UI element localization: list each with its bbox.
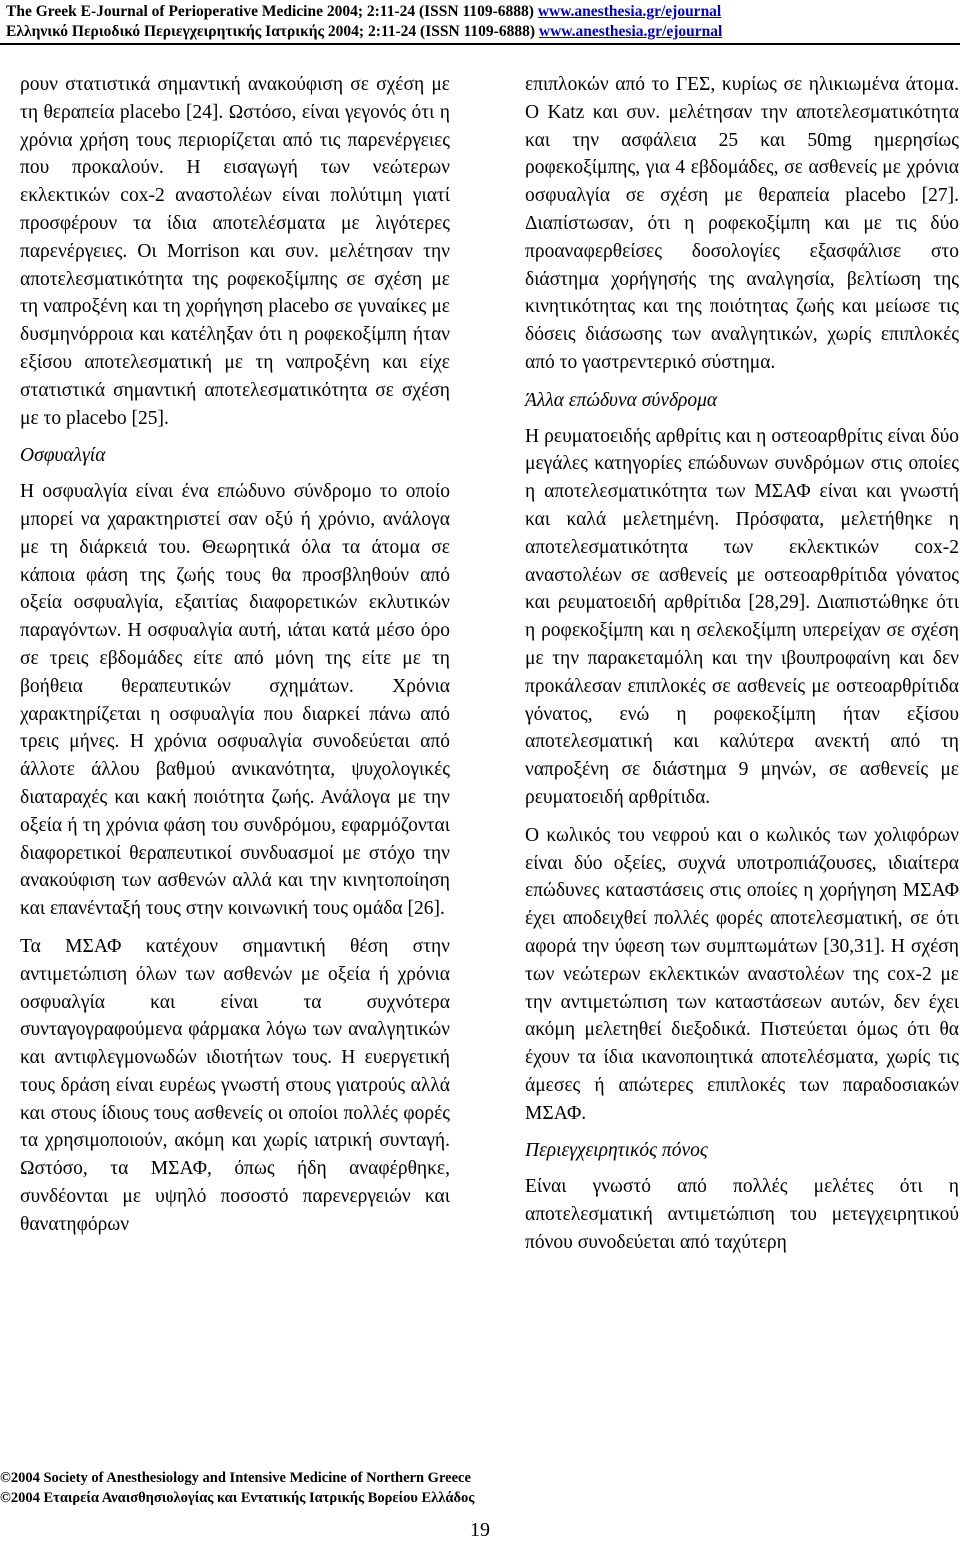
journal-header: [6, 2, 956, 42]
body-paragraph: Είναι γνωστό από πολλές μελέτες ότι η αποτελεσματική αντιμετώπιση του μετεγχειρητικού πόνου συνοδεύεται από ταχύτερη: [525, 1176, 959, 1253]
header-line-english: [6, 2, 956, 22]
header-link-greek[interactable]: www.anesthesia.gr/ejournal: [538, 23, 723, 40]
section-heading-other-syndromes: Άλλα επώδυνα σύνδρομα: [525, 389, 718, 411]
section-heading-perioperative-pain: Περιεγχειρητικός πόνος: [525, 1140, 708, 1162]
right-column: [525, 71, 959, 1267]
body-paragraph: επιπλοκών από το ΓΕΣ, κυρίως σε ηλικιωμένα άτομα. Ο Katz και συν. μελέτησαν την αποτελεσματικότητα και την ασφάλεια 25 και 50mg ημερησίως ροφεκοξίμπης, για 4 εβδομάδες, σε ασθενείς με χρόνια οσφυαλγία σε σχέση με θεραπεία placebo [27]. Διαπίστωσαν, ότι η ροφεκοξίμπη και με τις δύο προαναφερθείσες δοσολογίες εξασφάλισε στο διάστημα χορήγησής της αναλγησία, βελτίωση της κινητικότητας και της ποιότητας ζωής και μείωσε τις δόσεις διάσωσης των αναλγητικών, χωρίς επιπλοκές από το γαστρεντερικό σύστημα.: [525, 74, 959, 373]
header-line-greek: [6, 22, 956, 42]
copyright-greek: ©2004 Εταιρεία Αναισθησιολογίας και Εντατικής Ιατρικής Βορείου Ελλάδος: [0, 1490, 475, 1506]
header-divider: [0, 43, 960, 45]
left-column: [20, 71, 450, 1249]
body-paragraph: Ο κωλικός του νεφρού και ο κωλικός των χολιφόρων είναι δύο οξείες, συχνά υποτροπιάζουσες, ιδιαίτερα επώδυνες καταστάσεις στις οποίες η χορήγηση ΜΣΑΦ έχει αποδειχθεί πολλές φορές αποτελεσματική, σε ότι αφορά την ύφεση των συμπτωμάτων [30,31]. Η σχέση των νεώτερων εκλεκτικών αναστολέων της cox-2 με την αντιμετώπιση των καταστάσεων αυτών, δεν έχει ακόμη μελετηθεί διεξοδικά. Πιστεύεται όμως ότι θα έχουν τα ίδια ικανοποιητικά αποτελέσματα, χωρίς τις άμεσες ή απώτερες επιπλοκές των παραδοσιακών ΜΣΑΦ.: [525, 824, 959, 1124]
header-citation-english: The Greek E-Journal of Perioperative Medicine 2004; 2:11-24 (ISSN 1109-6888): [6, 3, 538, 20]
copyright-footer: [0, 1468, 960, 1508]
copyright-english: ©2004 Society of Anesthesiology and Intensive Medicine of Northern Greece: [0, 1470, 471, 1486]
body-paragraph: ρουν στατιστικά σημαντική ανακούφιση σε σχέση με τη θεραπεία placebo [24]. Ωστόσο, είναι γεγονός ότι η χρόνια χρήση τους περιορίζεται από τις παρενέργειες που προκαλούν. Η εισαγωγή των νεώτερων εκλεκτικών cox-2 αναστολέων είναι πολύτιμη γιατί προσφέρουν τα ίδια αποτελέσματα με λιγότερες παρενέργειες. Οι Morrison και συν. μελέτησαν την αποτελεσματικότητα της ροφεκοξίμπης σε σχέση με τη ναπροξένη και τη χορήγηση placebo σε γυναίκες με δυσμηνόρροια και κατέληξαν ότι η ροφεκοξίμπη ήταν εξίσου αποτελεσματική με τη ναπροξένη και είχε στατιστικά σημαντική αποτελεσματικότητα σε σχέση με το placebo [25].: [20, 74, 450, 429]
page-number: 19: [470, 1519, 490, 1541]
body-paragraph: Η ρευματοειδής αρθρίτις και η οστεοαρθρίτις είναι δύο μεγάλες κατηγορίες επώδυνων συνδρόμων στις οποίες η αποτελεσματικότητα των ΜΣΑΦ είναι και γνωστή και καλά μελετημένη. Πρόσφατα, μελετήθηκε η αποτελεσματικότητα των εκλεκτικών cox-2 αναστολέων σε ασθενείς με οστεοαρθρίτιδα γόνατος και ρευματοειδή αρθρίτιδα [28,29]. Διαπιστώθηκε ότι η ροφεκοξίμπη και η σελεκοξίμπη υπερείχαν σε σχέση με την παρακεταμόλη και την ιβουπροφαίνη και δεν προκάλεσαν επιπλοκές σε ασθενείς με οστεοαρθρίτιδα γόνατος, ενώ η ροφεκοξίμπη ήταν εξίσου αποτελεσματική και καλύτερα ανεκτή από τη ναπροξένη σε διάστημα 9 μηνών, σε ασθενείς με ρευματοειδή αρθρίτιδα.: [525, 425, 959, 808]
section-heading-osfyalgia: Οσφυαλγία: [20, 445, 106, 467]
header-citation-greek: Ελληνικό Περιοδικό Περιεγχειρητικής Ιατρικής 2004; 2:11-24 (ISSN 1109-6888): [6, 23, 539, 40]
body-paragraph: Η οσφυαλγία είναι ένα επώδυνο σύνδρομο το οποίο μπορεί να χαρακτηριστεί σαν οξύ ή χρόνιο, ανάλογα με τη διάρκειά του. Θεωρητικά όλα τα άτομα σε κάποια φάση της ζωής τους θα προσβληθούν από οξεία οσφυαλγία, εξαιτίας διαφορετικών εκλυτικών παραγόντων. Η οσφυαλγία αυτή, ιάται κατά μέσο όρο σε τρεις εβδομάδες είτε από μόνη της είτε με τη βοήθεια θεραπευτικών σχημάτων. Χρόνια χαρακτηρίζεται η οσφυαλγία που διαρκεί πάνω από τρεις μήνες. Η χρόνια οσφυαλγία συνοδεύεται από άλλοτε άλλου βαθμού ανικανότητα, ψυχολογικές διαταραχές και κακή ποιότητα ζωής. Ανάλογα με την οξεία ή τη χρόνια φάση του συνδρόμου, εφαρμόζονται διαφορετικοί θεραπευτικοί συνδυασμοί με στόχο την ανακούφιση των ασθενών αλλά και την κινητοποίηση και επανένταξή τους στην κοινωνική τους ομάδα [26].: [20, 481, 450, 920]
header-link-english[interactable]: www.anesthesia.gr/ejournal: [537, 3, 722, 20]
body-paragraph: Τα ΜΣΑΦ κατέχουν σημαντική θέση στην αντιμετώπιση όλων των ασθενών με οξεία ή χρόνια οσφυαλγία και είναι τα συχνότερα συνταγογραφούμενα φάρμακα λόγω των αναλγητικών και αντιφλεγμονωδών ιδιοτήτων τους. Η ευεργετική τους δράση είναι ευρέως γνωστή στους γιατρούς αλλά και στους ίδιους τους ασθενείς οι οποίοι πολλές φορές τα χρησιμοποιούν, ακόμη και χωρίς ιατρική συνταγή. Ωστόσο, τα ΜΣΑΦ, όπως ήδη αναφέρθηκε, συνδέονται με υψηλό ποσοστό παρενεργειών και θανατηφόρων: [20, 935, 450, 1235]
